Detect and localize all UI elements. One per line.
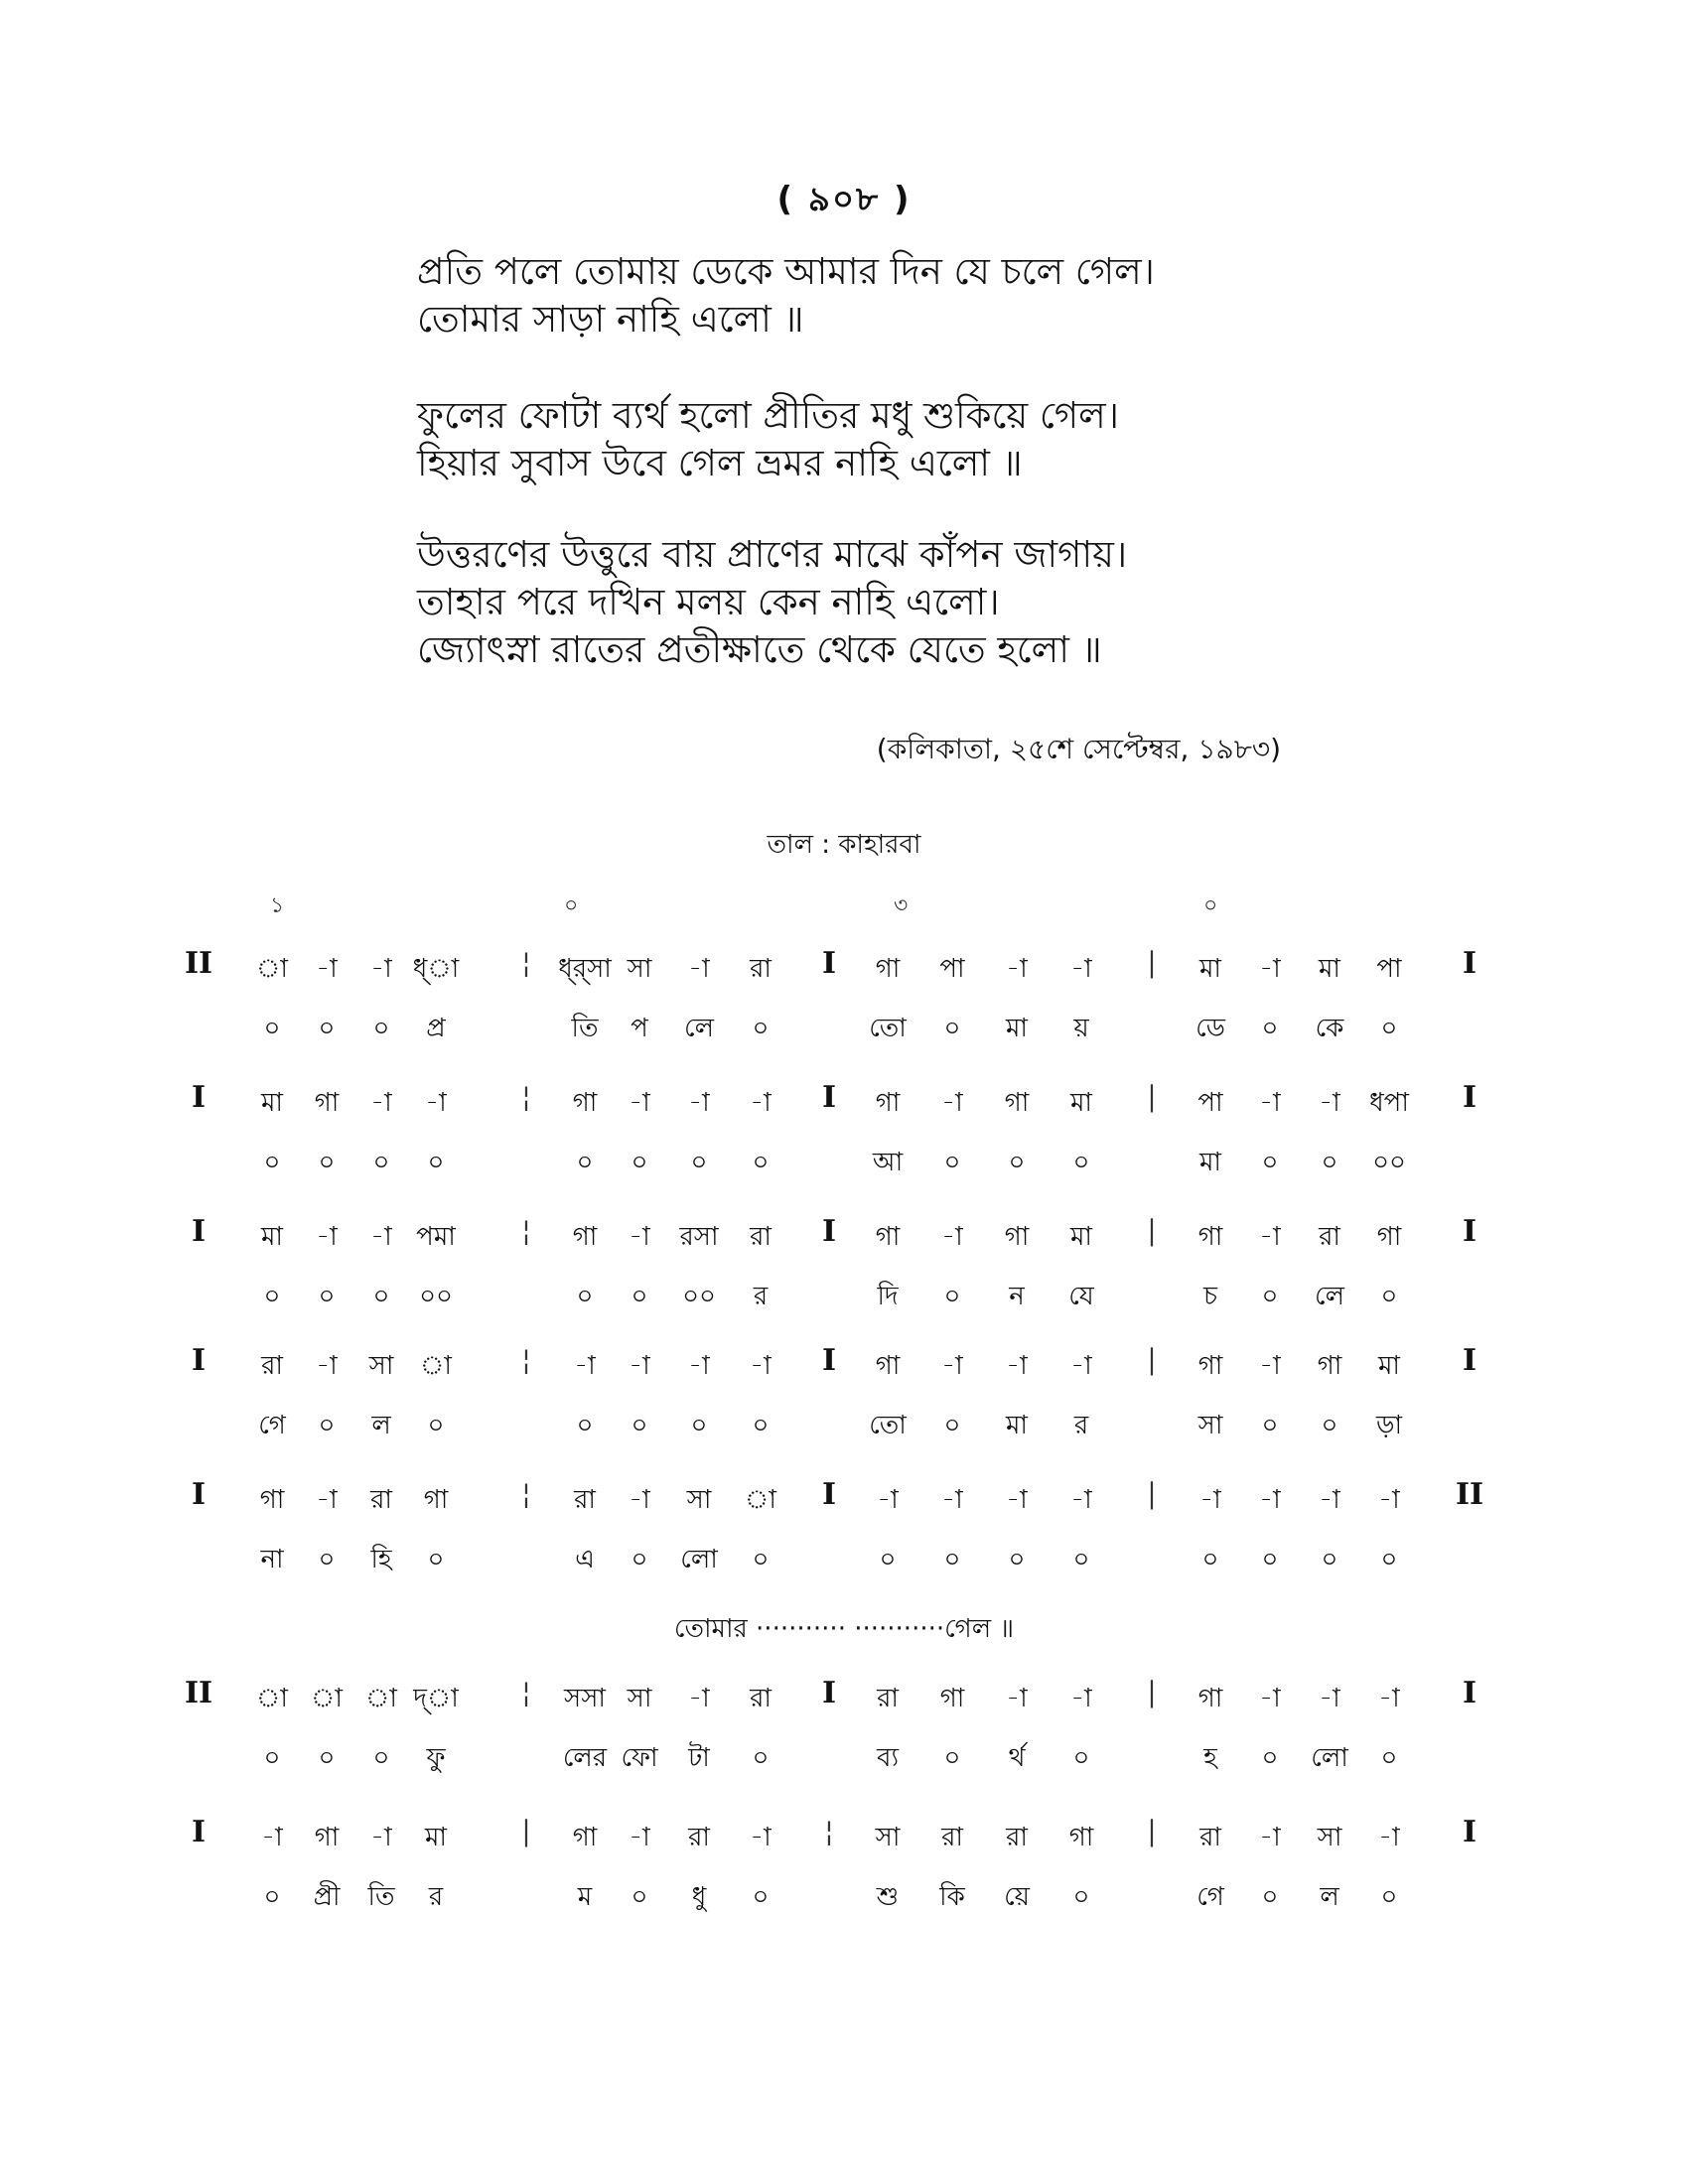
lyric-syllable: মা: [1006, 1014, 1028, 1043]
lyric-syllable: ধু: [691, 1882, 707, 1912]
bar-line: |: [1147, 1477, 1157, 1510]
swara-note: রা: [261, 1351, 283, 1381]
swara-note: -া: [370, 1088, 392, 1118]
swara-note: গা: [875, 1088, 901, 1118]
swara-note: -া: [750, 1088, 772, 1118]
lyric-syllable: ০: [263, 1743, 281, 1773]
swara-note: া: [256, 954, 288, 984]
swara-note: গা: [314, 1088, 340, 1118]
lyric-syllable: লে: [1315, 1282, 1344, 1311]
swara-note: -া: [941, 1351, 963, 1381]
swara-note: গা: [875, 1222, 901, 1252]
swara-note: মা: [1378, 1351, 1400, 1381]
lyric-syllable: ০: [318, 1282, 336, 1311]
notation-row: [0, 1678, 1688, 1792]
swara-note: মা: [261, 1222, 283, 1252]
lyric-syllable: ফো: [621, 1743, 658, 1773]
lyric-syllable: মা: [1199, 1148, 1221, 1177]
beat-mark: ৩: [894, 893, 909, 918]
swara-note: -া: [1070, 954, 1092, 984]
lyric-syllable: ০: [1261, 1743, 1279, 1773]
lyric-syllable: ০: [372, 1148, 390, 1177]
lyric-syllable: ০: [1380, 1014, 1398, 1043]
lyric-syllable: প্রী: [313, 1882, 341, 1912]
swara-note: -া: [1319, 1088, 1340, 1118]
lyric-syllable: র: [428, 1882, 444, 1912]
bar-line: I: [191, 1815, 207, 1849]
lyric-syllable: ০: [1072, 1545, 1090, 1574]
swara-note: -া: [316, 1485, 338, 1515]
lyric-syllable: ০: [752, 1545, 770, 1574]
lyric-syllable: লো: [680, 1545, 718, 1574]
swara-note: -া: [1259, 1485, 1281, 1515]
swara-note: -া: [316, 1351, 338, 1381]
swara-note: -া: [1259, 1222, 1281, 1252]
swara-note: া: [420, 1351, 452, 1381]
lyric-syllable: ০: [690, 1411, 708, 1440]
poem-stanza-1: [417, 248, 1559, 343]
lyric-syllable: ০: [427, 1411, 445, 1440]
swara-note: -া: [750, 1351, 772, 1381]
swara-note: -া: [425, 1088, 447, 1118]
lyric-syllable: ০: [943, 1148, 961, 1177]
lyric-syllable: কে: [1315, 1014, 1344, 1043]
swara-note: সা: [627, 1684, 652, 1713]
bar-line: I: [191, 1214, 207, 1249]
swara-note: -া: [1070, 1485, 1092, 1515]
lyric-syllable: ০: [631, 1545, 648, 1574]
lyric-syllable: ০: [1380, 1743, 1398, 1773]
lyric-syllable: সা: [1197, 1411, 1223, 1440]
swara-note: মা: [1070, 1222, 1092, 1252]
lyric-syllable: ০: [263, 1282, 281, 1311]
lyric-syllable: ড়া: [1375, 1411, 1403, 1440]
page-title: ( ৯০৮ ): [776, 180, 912, 219]
bar-line: II: [1455, 1477, 1484, 1512]
swara-note: -া: [1006, 1684, 1028, 1713]
swara-note: রা: [370, 1485, 392, 1515]
beat-mark: ০: [564, 893, 579, 918]
swara-note: পা: [1197, 1088, 1223, 1118]
swara-note: গা: [1197, 1684, 1223, 1713]
poem-line: প্রতি পলে তোমায় ডেকে আমার দিন যে চলে গেল।: [417, 250, 1155, 293]
lyric-syllable: ০: [943, 1014, 961, 1043]
notation-row: [0, 948, 1688, 1062]
swara-note: রা: [574, 1485, 596, 1515]
lyric-syllable: ০: [1201, 1545, 1219, 1574]
swara-note: রা: [750, 954, 772, 984]
lyric-syllable: ব্য: [876, 1743, 899, 1773]
bar-line: I: [1462, 1214, 1477, 1249]
lyric-syllable: ০: [1321, 1148, 1338, 1177]
notation-row: [0, 1479, 1688, 1593]
swara-note: ধ্া: [412, 954, 460, 984]
swara-note: -া: [688, 1684, 710, 1713]
lyric-syllable: ০: [318, 1148, 336, 1177]
lyric-syllable: ০: [372, 1282, 390, 1311]
lyric-syllable: ০: [631, 1148, 648, 1177]
lyric-syllable: য়ে: [1004, 1882, 1030, 1912]
refrain-marker: তোমার ··········· ···········গেল ॥: [673, 1614, 1015, 1644]
lyric-syllable: ০: [1380, 1545, 1398, 1574]
lyric-syllable: ০: [1321, 1545, 1338, 1574]
swara-note: মা: [1319, 954, 1340, 984]
bar-line: |: [1147, 1214, 1157, 1247]
lyric-syllable: ০০: [419, 1282, 453, 1311]
lyric-syllable: ০: [752, 1882, 770, 1912]
lyric-syllable: ০: [427, 1148, 445, 1177]
lyric-syllable: ০: [752, 1148, 770, 1177]
lyric-syllable: তি: [571, 1014, 599, 1043]
lyric-syllable: ০: [879, 1545, 897, 1574]
swara-note: -া: [941, 1485, 963, 1515]
lyric-syllable: য়: [1073, 1014, 1089, 1043]
bar-line: |: [1147, 1343, 1157, 1376]
swara-note: -া: [877, 1485, 899, 1515]
swara-note: সসা: [564, 1684, 606, 1713]
swara-note: রা: [941, 1823, 963, 1852]
lyric-syllable: ০: [372, 1743, 390, 1773]
swara-note: রা: [750, 1222, 772, 1252]
swara-note: গা: [1317, 1351, 1342, 1381]
bar-line: |: [1147, 1815, 1157, 1847]
lyric-syllable: ০০: [682, 1282, 716, 1311]
lyric-syllable: প্র: [426, 1014, 446, 1043]
lyric-syllable: ০: [943, 1545, 961, 1574]
swara-note: -া: [1006, 954, 1028, 984]
poem-line: ফুলের ফোটা ব্যর্থ হলো প্রীতির মধু শুকিয়ে গেল।: [417, 394, 1119, 437]
lyric-syllable: র: [1073, 1411, 1089, 1440]
swara-note: -া: [1259, 1823, 1281, 1852]
lyric-syllable: ০: [318, 1545, 336, 1574]
swara-note: গা: [939, 1684, 965, 1713]
lyric-syllable: চ: [1202, 1282, 1218, 1311]
lyric-syllable: ০: [752, 1411, 770, 1440]
swara-note: গা: [314, 1823, 340, 1852]
poem-line: হিয়ার সুবাস উবে গেল ভ্রমর নাহি এলো ॥: [417, 442, 1023, 484]
swara-note: রসা: [679, 1222, 719, 1252]
bar-line: I: [821, 1080, 837, 1115]
lyric-syllable: ০: [372, 1014, 390, 1043]
bar-line: I: [191, 1343, 207, 1378]
lyric-syllable: মা: [1006, 1411, 1028, 1440]
swara-note: মা: [261, 1088, 283, 1118]
bar-line: ¦: [521, 1080, 531, 1113]
poem-line: জ্যোৎস্না রাতের প্রতীক্ষাতে থেকে যেতে হলো ॥: [417, 628, 1102, 671]
bar-line: I: [1462, 1815, 1477, 1849]
swara-note: -া: [629, 1485, 650, 1515]
swara-note: পা: [1376, 954, 1402, 984]
swara-note: -া: [1199, 1485, 1221, 1515]
lyric-syllable: র: [753, 1282, 769, 1311]
swara-note: সা: [686, 1485, 712, 1515]
swara-note: -া: [1070, 1351, 1092, 1381]
notation-row: [0, 1082, 1688, 1196]
bar-line: I: [1462, 1080, 1477, 1115]
swara-note: গা: [572, 1823, 598, 1852]
lyric-syllable: ০: [1072, 1743, 1090, 1773]
lyric-syllable: ০: [943, 1411, 961, 1440]
swara-note: পা: [939, 954, 965, 984]
lyric-syllable: ০০: [1372, 1148, 1406, 1177]
bar-line: II: [184, 1676, 213, 1710]
swara-note: -া: [941, 1222, 963, 1252]
lyric-syllable: ০: [1261, 1545, 1279, 1574]
bar-line: II: [184, 946, 213, 981]
swara-note: -া: [261, 1823, 283, 1852]
swara-note: -া: [370, 1222, 392, 1252]
swara-note: পমা: [416, 1222, 456, 1252]
swara-note: গা: [1197, 1222, 1223, 1252]
swara-note: -া: [1259, 954, 1281, 984]
lyric-syllable: ০: [1261, 1014, 1279, 1043]
swara-note: -া: [1070, 1684, 1092, 1713]
lyric-syllable: ০: [318, 1743, 336, 1773]
swara-note: ধপা: [1369, 1088, 1409, 1118]
lyric-syllable: লে: [684, 1014, 714, 1043]
lyric-syllable: ০: [752, 1743, 770, 1773]
swara-note: -া: [629, 1823, 650, 1852]
swara-note: -া: [1319, 1485, 1340, 1515]
swara-note: -া: [574, 1351, 596, 1381]
lyric-syllable: যে: [1068, 1282, 1094, 1311]
lyric-syllable: ০: [263, 1882, 281, 1912]
lyric-syllable: আ: [872, 1148, 904, 1177]
lyric-syllable: র্থ: [1008, 1743, 1026, 1773]
swara-note: মা: [1070, 1088, 1092, 1118]
bar-line: ¦: [521, 1343, 531, 1376]
lyric-syllable: ০: [576, 1411, 594, 1440]
beat-mark: ০: [1203, 893, 1218, 918]
swara-note: রা: [750, 1684, 772, 1713]
swara-note: রা: [1006, 1823, 1028, 1852]
lyric-syllable: না: [260, 1545, 284, 1574]
lyric-syllable: ল: [1320, 1882, 1339, 1912]
bar-line: |: [1147, 946, 1157, 979]
lyric-syllable: ০: [631, 1882, 648, 1912]
poem-line: উত্তরণের উত্তুরে বায় প্রাণের মাঝে কাঁপন জাগায়।: [417, 533, 1128, 576]
lyric-syllable: ০: [1261, 1411, 1279, 1440]
lyric-syllable: তো: [869, 1411, 907, 1440]
lyric-syllable: ০: [576, 1282, 594, 1311]
swara-note: গা: [875, 954, 901, 984]
bar-line: ¦: [521, 1676, 531, 1708]
lyric-syllable: ০: [1321, 1411, 1338, 1440]
swara-note: -া: [688, 954, 710, 984]
poem-line: তোমার সাড়া নাহি এলো ॥: [417, 298, 804, 341]
swara-note: ধ্র্সা: [558, 954, 612, 984]
swara-note: -া: [750, 1823, 772, 1852]
swara-note: গা: [1376, 1222, 1402, 1252]
bar-line: ¦: [824, 1815, 834, 1847]
lyric-syllable: ন: [1009, 1282, 1025, 1311]
swara-note: -া: [688, 1088, 710, 1118]
swara-note: রা: [1319, 1222, 1340, 1252]
tal-heading: তাল : কাহারবা: [767, 830, 921, 860]
lyric-syllable: ০: [1008, 1148, 1026, 1177]
bar-line: I: [1462, 946, 1477, 981]
swara-note: -া: [1006, 1485, 1028, 1515]
lyric-syllable: ডে: [1196, 1014, 1225, 1043]
lyric-syllable: ০: [263, 1014, 281, 1043]
lyric-syllable: গে: [1196, 1882, 1224, 1912]
lyric-syllable: ০: [1261, 1882, 1279, 1912]
lyric-syllable: ০: [1008, 1545, 1026, 1574]
swara-note: গা: [1068, 1823, 1094, 1852]
bar-line: ¦: [521, 1477, 531, 1510]
swara-note: -া: [1006, 1351, 1028, 1381]
swara-note: া: [256, 1684, 288, 1713]
swara-note: -া: [316, 954, 338, 984]
notation-row: [0, 1345, 1688, 1459]
lyric-syllable: এ: [575, 1545, 595, 1574]
lyric-syllable: শু: [876, 1882, 900, 1912]
lyric-syllable: ০: [1261, 1148, 1279, 1177]
lyric-syllable: লো: [1311, 1743, 1348, 1773]
swara-note: মা: [425, 1823, 447, 1852]
swara-note: া: [745, 1485, 776, 1515]
lyric-syllable: টা: [688, 1743, 710, 1773]
swara-note: -া: [629, 1351, 650, 1381]
notation-row: [0, 1216, 1688, 1330]
lyric-syllable: হি: [370, 1545, 392, 1574]
lyric-syllable: ফু: [426, 1743, 446, 1773]
swara-note: গা: [423, 1485, 449, 1515]
lyric-syllable: ০: [318, 1014, 336, 1043]
lyric-syllable: তো: [869, 1014, 907, 1043]
swara-note: গা: [259, 1485, 285, 1515]
lyric-syllable: ০: [318, 1411, 336, 1440]
bar-line: ¦: [521, 946, 531, 979]
swara-note: -া: [370, 1823, 392, 1852]
swara-note: রা: [1199, 1823, 1221, 1852]
bar-line: I: [821, 1343, 837, 1378]
bar-line: I: [821, 1676, 837, 1710]
swara-note: গা: [1004, 1222, 1030, 1252]
swara-note: -া: [1259, 1684, 1281, 1713]
swara-note: গা: [1004, 1088, 1030, 1118]
swara-note: সা: [368, 1351, 394, 1381]
swara-note: -া: [941, 1088, 963, 1118]
bar-line: I: [1462, 1343, 1477, 1378]
swara-note: -া: [1259, 1351, 1281, 1381]
bar-line: I: [821, 946, 837, 981]
bar-line: |: [1147, 1676, 1157, 1708]
swara-note: সা: [627, 954, 652, 984]
swara-note: -া: [1378, 1684, 1400, 1713]
lyric-syllable: ০: [943, 1743, 961, 1773]
bar-line: ¦: [521, 1214, 531, 1247]
lyric-syllable: ০: [1261, 1282, 1279, 1311]
lyric-syllable: ০: [943, 1282, 961, 1311]
lyric-syllable: ০: [631, 1411, 648, 1440]
swara-note: -া: [316, 1222, 338, 1252]
lyric-syllable: ০: [1380, 1282, 1398, 1311]
swara-note: গা: [1197, 1351, 1223, 1381]
bar-line: I: [191, 1477, 207, 1512]
bar-line: I: [821, 1477, 837, 1512]
poem-stanza-2: [417, 392, 1559, 487]
swara-note: -া: [629, 1222, 650, 1252]
bar-line: I: [1462, 1676, 1477, 1710]
swara-note: -া: [1378, 1823, 1400, 1852]
lyric-syllable: হ: [1203, 1743, 1217, 1773]
swara-note: -া: [370, 954, 392, 984]
swara-note: গা: [875, 1351, 901, 1381]
swara-note: দ্া: [413, 1684, 459, 1713]
swara-note: গা: [572, 1222, 598, 1252]
lyric-syllable: দি: [877, 1282, 899, 1311]
poem-line: তাহার পরে দখিন মলয় কেন নাহি এলো।: [417, 581, 1000, 623]
lyric-syllable: ০: [576, 1148, 594, 1177]
lyric-syllable: তি: [367, 1882, 395, 1912]
lyric-syllable: ০: [1072, 1882, 1090, 1912]
swara-note: রা: [688, 1823, 710, 1852]
swara-note: সা: [1317, 1823, 1342, 1852]
bar-line: I: [191, 1080, 207, 1115]
swara-note: -া: [688, 1351, 710, 1381]
swara-note: া: [311, 1684, 343, 1713]
swara-note: -া: [1378, 1485, 1400, 1515]
lyric-syllable: ০: [1072, 1148, 1090, 1177]
swara-note: -া: [1319, 1684, 1340, 1713]
lyric-syllable: ০: [752, 1014, 770, 1043]
poem-stanza-3: [417, 531, 1559, 674]
lyric-syllable: ল: [371, 1411, 391, 1440]
swara-note: গা: [572, 1088, 598, 1118]
lyric-syllable: ০: [263, 1148, 281, 1177]
bar-line: |: [1147, 1080, 1157, 1113]
lyric-syllable: ০: [631, 1282, 648, 1311]
swara-note: া: [365, 1684, 397, 1713]
swara-note: -া: [1259, 1088, 1281, 1118]
composition-source: (কলিকাতা, ২৫শে সেপ্টেম্বর, ১৯৮৩): [876, 733, 1281, 765]
lyric-syllable: গে: [258, 1411, 286, 1440]
lyric-syllable: ০: [690, 1148, 708, 1177]
lyric-syllable: কি: [939, 1882, 965, 1912]
lyric-syllable: প: [631, 1014, 648, 1043]
swara-note: সা: [875, 1823, 901, 1852]
beat-mark: ১: [270, 893, 285, 918]
bar-line: I: [821, 1214, 837, 1249]
bar-line: |: [521, 1815, 531, 1847]
swara-note: রা: [877, 1684, 899, 1713]
lyric-syllable: লের: [562, 1743, 608, 1773]
swara-note: -া: [629, 1088, 650, 1118]
lyric-syllable: ০: [427, 1545, 445, 1574]
lyric-syllable: ০: [1380, 1882, 1398, 1912]
swara-note: মা: [1199, 954, 1221, 984]
lyric-syllable: ম: [577, 1882, 593, 1912]
notation-row: [0, 1817, 1688, 1931]
